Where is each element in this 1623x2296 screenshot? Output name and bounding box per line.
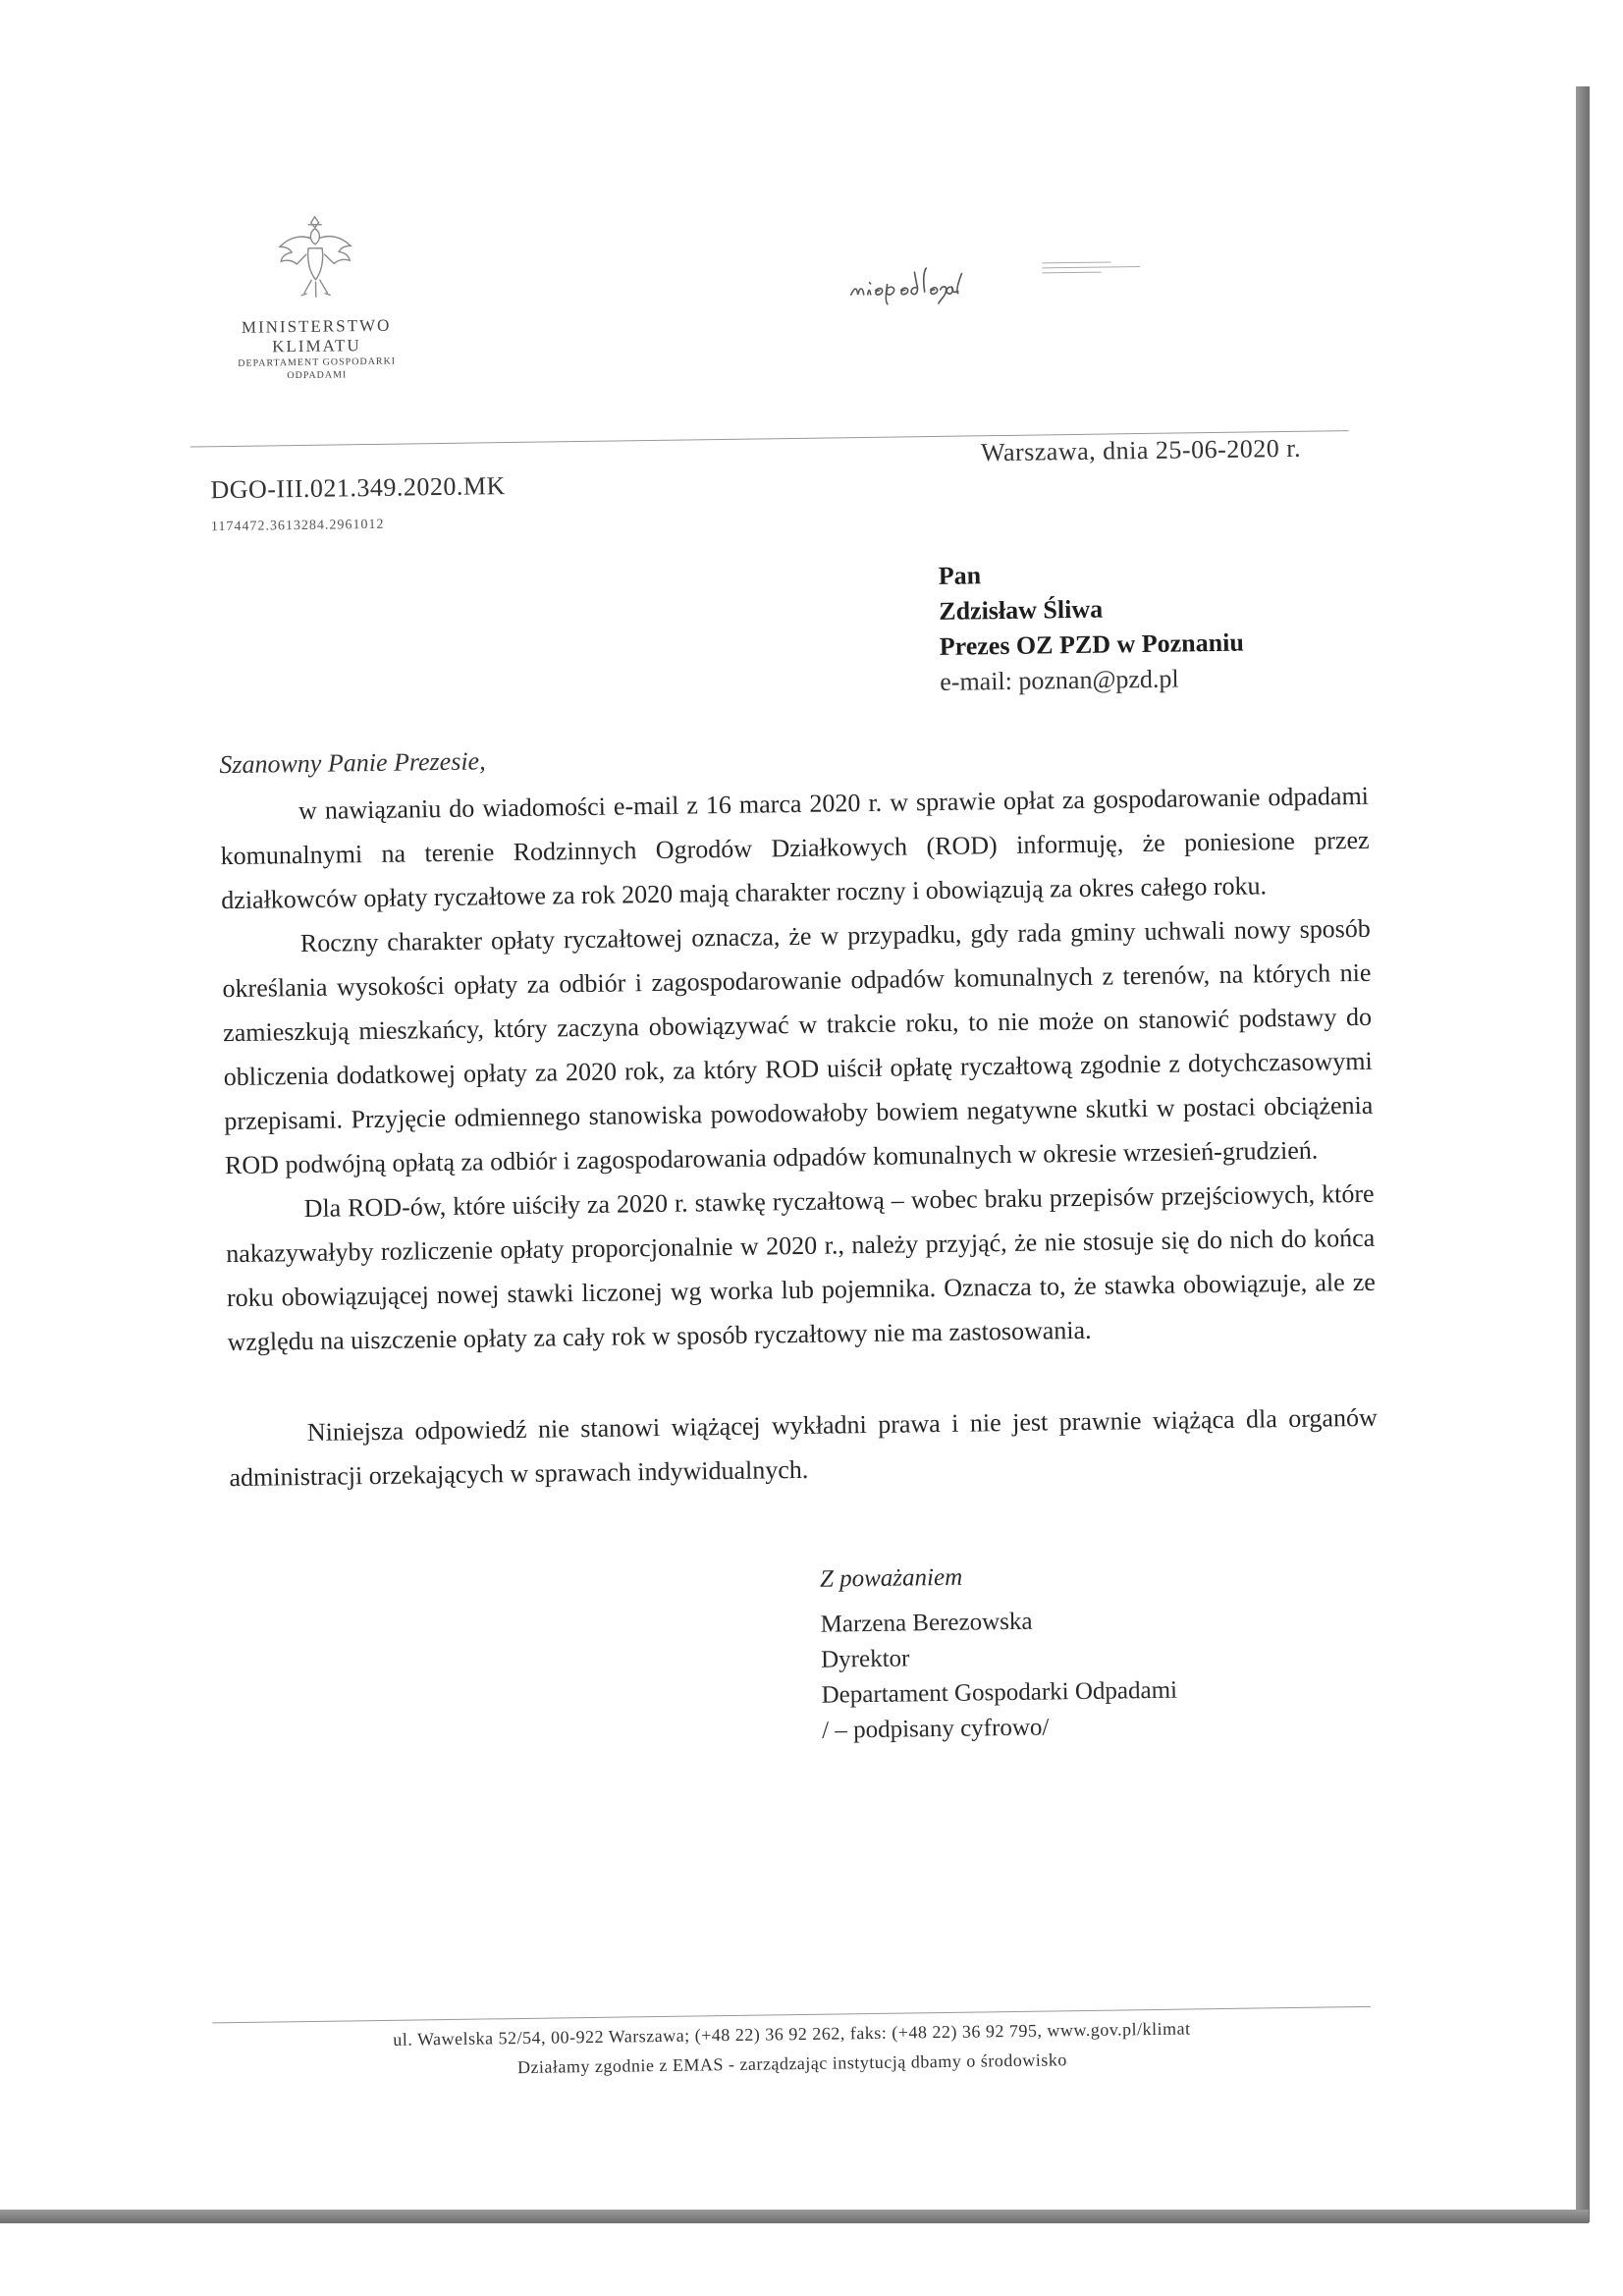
- addressee-block: [939, 555, 1245, 700]
- reference-number: DGO-III.021.349.2020.MK: [210, 471, 506, 505]
- paragraph-1: w nawiązaniu do wiadomości e-mail z 16 marca 2020 r. w sprawie opłat za gospodarowanie odpadami komunalnymi na terenie Rodzinnych Ogrodów Działkowych (ROD) informuję, że poniesione przez działkowców opłaty ryczałtowe za rok 2020 mają charakter roczny i obowiązują za okres całego roku.: [220, 781, 1370, 915]
- signatory-title: Dyrektor: [820, 1645, 910, 1673]
- ministry-name-line2: KLIMATU: [272, 336, 361, 356]
- signature-note: / – podpisany cyfrowo/: [821, 1714, 1050, 1744]
- closing-block: [820, 1558, 1178, 1749]
- addressee-line1: Pan: [938, 561, 982, 590]
- paragraph-3: Dla ROD-ów, które uiściły za 2020 r. stawkę ryczałtową – wobec braku przepisów przejściowych, które nakazywałyby rozliczenie opłaty proporcjonalnie w 2020 r., należy przyjąć, że nie stosuje się do nich do końca roku obowiązującej nowej stawki liczonej wg worka lub pojemnika. Oznacza to, że stawka obowiązuje, ale ze względu na uiszczenie opłaty za cały rok w sposób ryczałtowy nie ma zastosowania.: [226, 1178, 1377, 1357]
- addressee-name: Zdzisław Śliwa: [939, 594, 1104, 626]
- ministry-header: [198, 315, 435, 383]
- polish-eagle-emblem-icon: [270, 208, 360, 317]
- ministry-name-line1: MINISTERSTWO: [241, 315, 392, 337]
- department-name-line2: ODPADAMI: [287, 369, 348, 382]
- scan-edge-bottom: [0, 2210, 1589, 2223]
- place-and-date: Warszawa, dnia 25-06-2020 r.: [980, 433, 1302, 467]
- salutation: Szanowny Panie Prezesie,: [219, 746, 486, 780]
- logo-small-print: [1042, 261, 1150, 274]
- letter-body: [220, 774, 1379, 1500]
- signatory-name: Marzena Berezowska: [820, 1608, 1033, 1638]
- signatory-department: Departament Gospodarki Odpadami: [821, 1676, 1178, 1709]
- closing-regards: Z poważaniem: [819, 1563, 963, 1593]
- scan-edge-right: [1576, 86, 1590, 2222]
- footer: [212, 2011, 1372, 2086]
- document-id: 1174472.3613284.2961012: [210, 517, 385, 535]
- paragraph-4: Niniejsza odpowiedź nie stanowi wiążącej wykładni prawa i nie jest prawnie wiążąca dla organów administracji orzekających w sprawach indywidualnych.: [229, 1402, 1378, 1493]
- letter-page: [157, 159, 1450, 2102]
- paragraph-2: Roczny charakter opłaty ryczałtowej oznacza, że w przypadku, gdy rada gminy uchwali nowy sposób określania wysokości opłaty za odbiór i zagospodarowanie odpadów komunalnych z terenów, na których nie zamieszkują mieszkańcy, który zaczyna obowiązywać w trakcie roku, to nie może on stanowić podstawy do obliczenia dodatkowej opłaty za 2020 rok, za który ROD uiścił opłatę ryczałtową zgodnie z dotychczasowymi przepisami. Przyjęcie odmiennego stanowiska powodowałoby bowiem negatywne skutki w postaci obciążenia ROD podwójną opłatą za odbiór i zagospodarowania odpadów komunalnych w okresie wrzesień-grudzień.: [222, 913, 1374, 1180]
- footer-address: ul. Wawelska 52/54, 00-922 Warszawa; (+48 22) 36 92 262, faks: (+48 22) 36 92 795, www.gov.pl/klimat: [393, 2018, 1191, 2050]
- addressee-position: Prezes OZ PZD w Poznaniu: [939, 628, 1244, 661]
- department-name-line1: DEPARTAMENT GOSPODARKI: [238, 355, 397, 369]
- footer-emas: Działamy zgodnie z EMAS - zarządzając instytucją dbamy o środowisko: [516, 2050, 1067, 2078]
- addressee-email: e-mail: poznan@pzd.pl: [940, 664, 1179, 696]
- niepodlegla-logo: [845, 253, 1023, 310]
